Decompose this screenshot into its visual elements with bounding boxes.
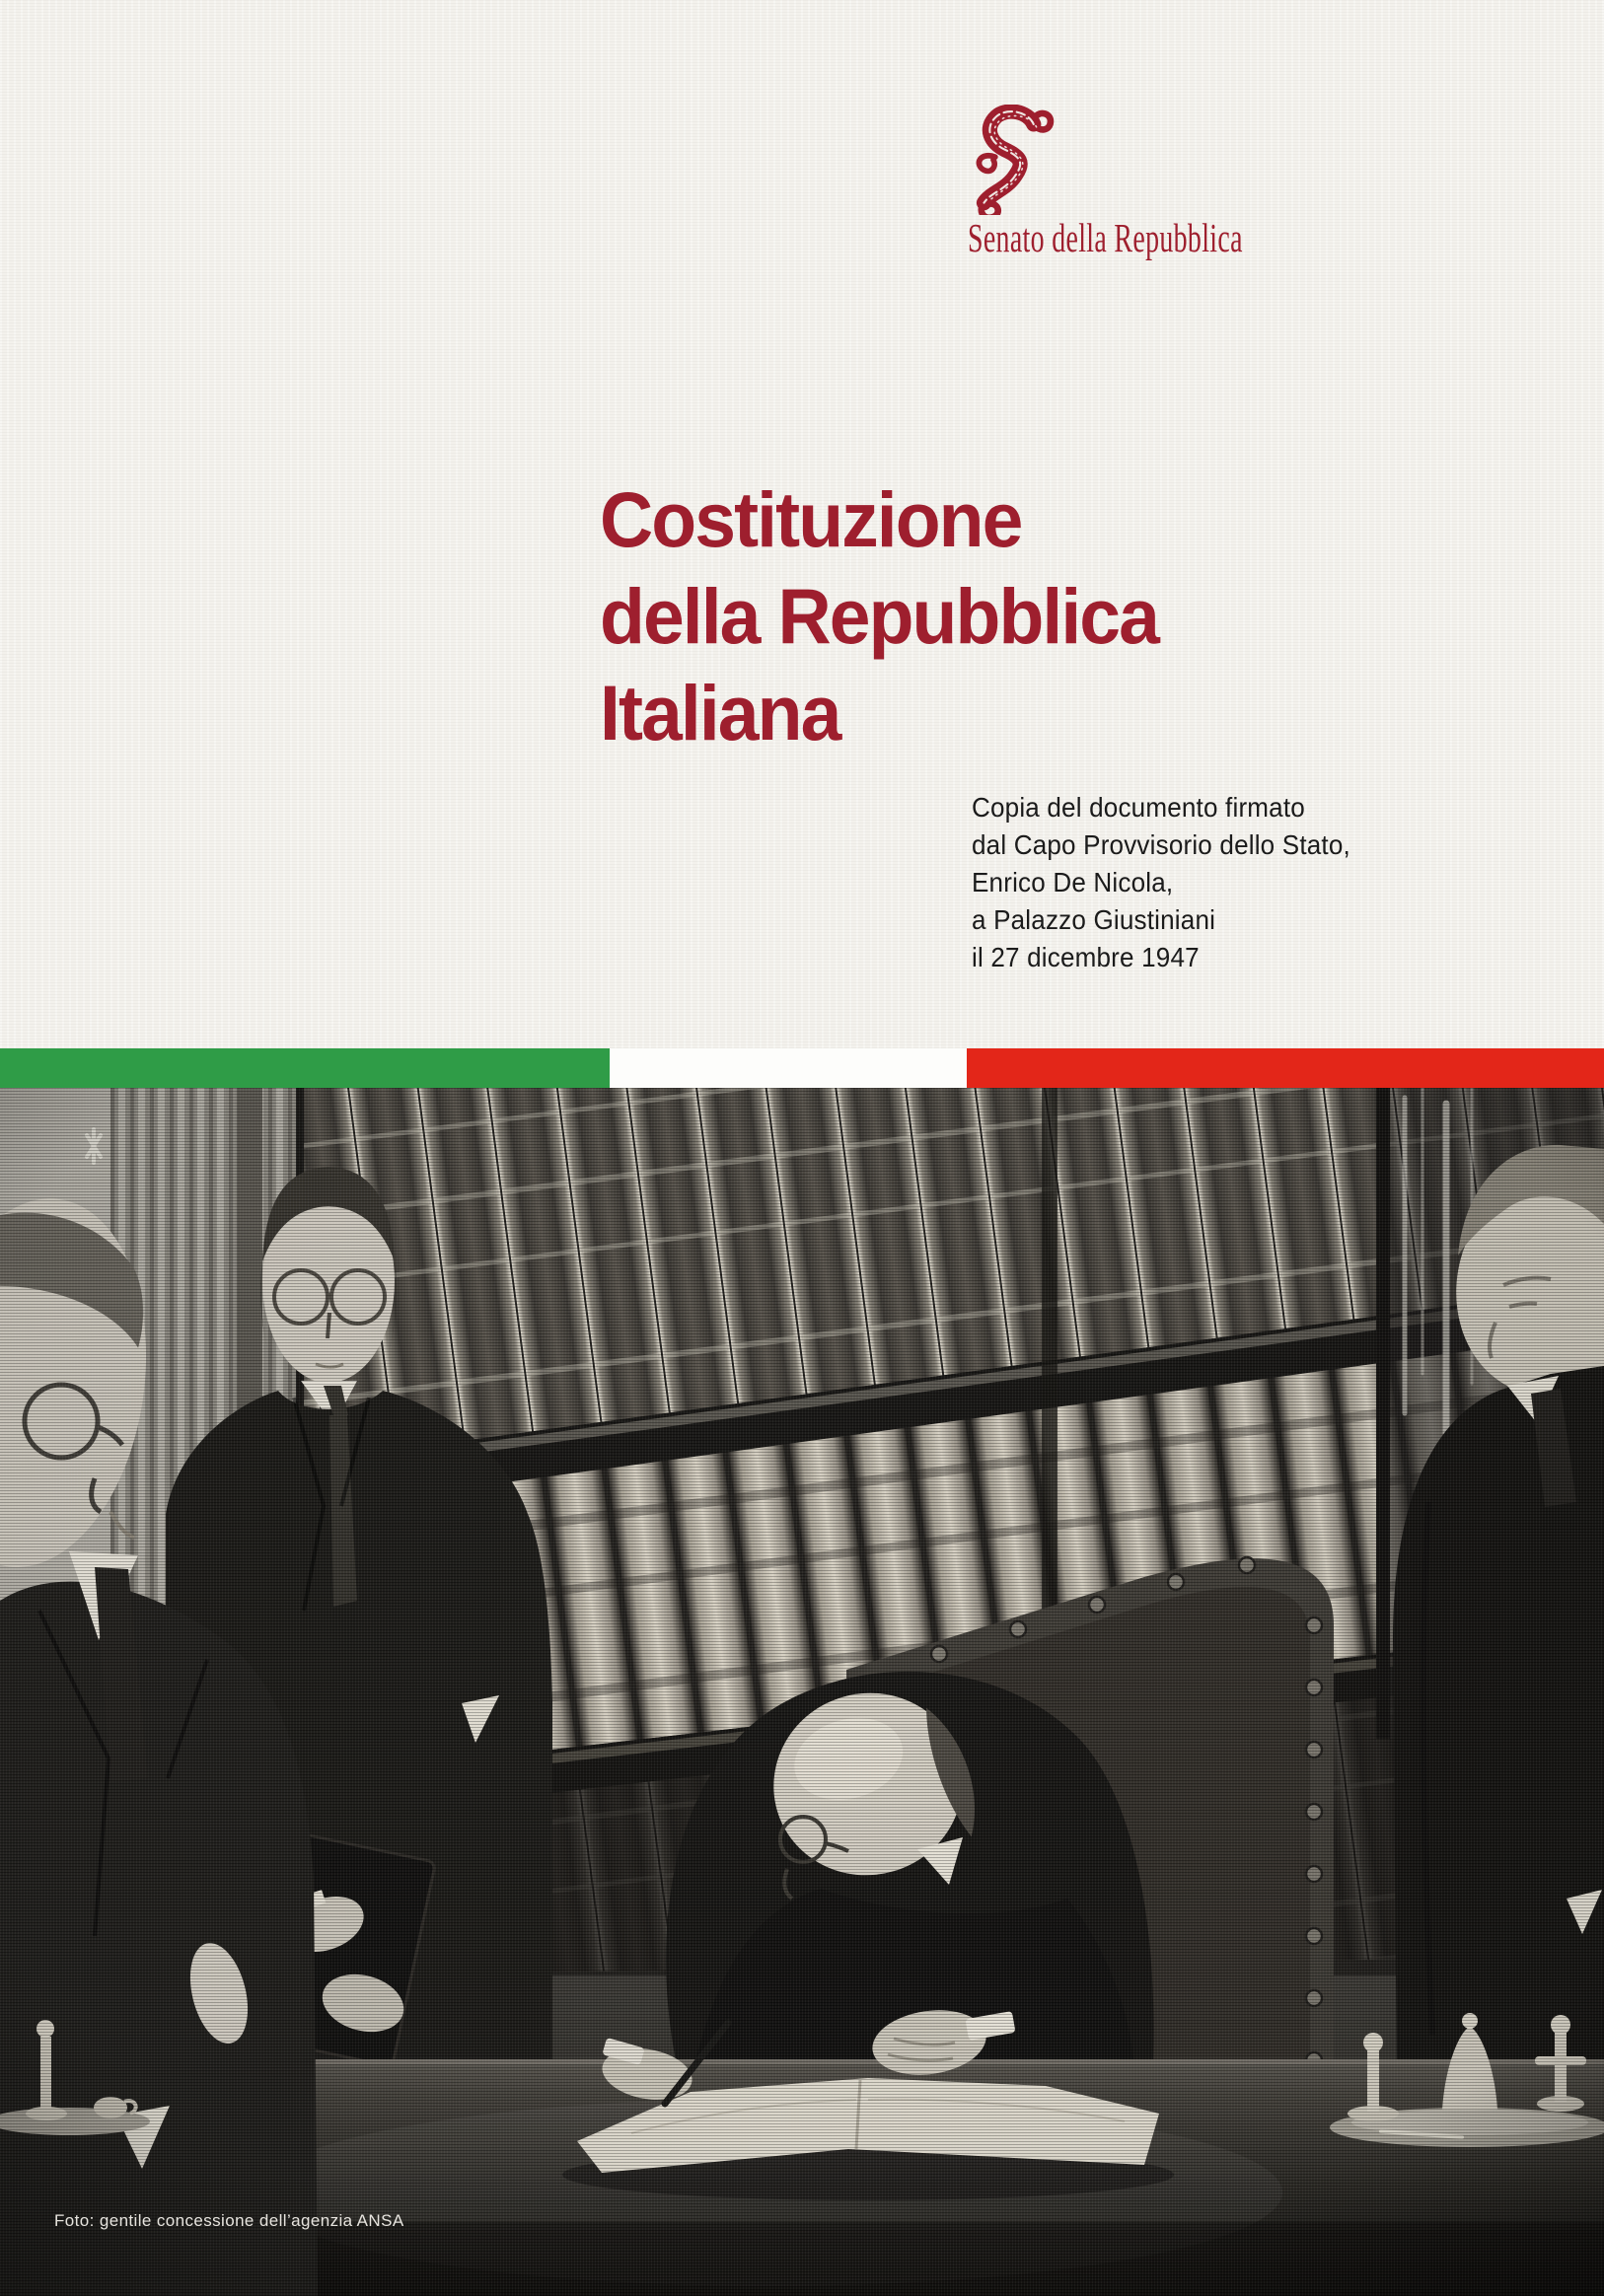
- page-title: [600, 471, 1158, 761]
- signing-ceremony-illustration: [0, 1088, 1604, 2296]
- flag-band-green: [0, 1048, 610, 1088]
- subtitle: [972, 789, 1350, 976]
- signing-ceremony-photo: [0, 1088, 1604, 2296]
- photo-vignette: [0, 1088, 1604, 2296]
- subtitle-line-4: a Palazzo Giustiniani: [972, 904, 1216, 935]
- photo-credit-caption: Foto: gentile concessione dell’agenzia ANSA: [54, 2211, 404, 2230]
- senate-logo-s-icon: [962, 105, 1060, 215]
- subtitle-line-1: Copia del documento firmato: [972, 792, 1305, 823]
- title-line-1: Costituzione: [600, 475, 1022, 563]
- subtitle-line-3: Enrico De Nicola,: [972, 867, 1174, 897]
- title-line-2: della Repubblica: [600, 572, 1158, 660]
- subtitle-line-5: il 27 dicembre 1947: [972, 942, 1200, 972]
- subtitle-line-2: dal Capo Provvisorio dello Stato,: [972, 829, 1350, 860]
- senate-logo-label: Senato della Repubblica: [968, 215, 1243, 260]
- title-line-3: Italiana: [600, 669, 840, 756]
- flag-band-white: [610, 1048, 967, 1088]
- flag-band-red: [967, 1048, 1604, 1088]
- senate-logo: [962, 105, 1317, 272]
